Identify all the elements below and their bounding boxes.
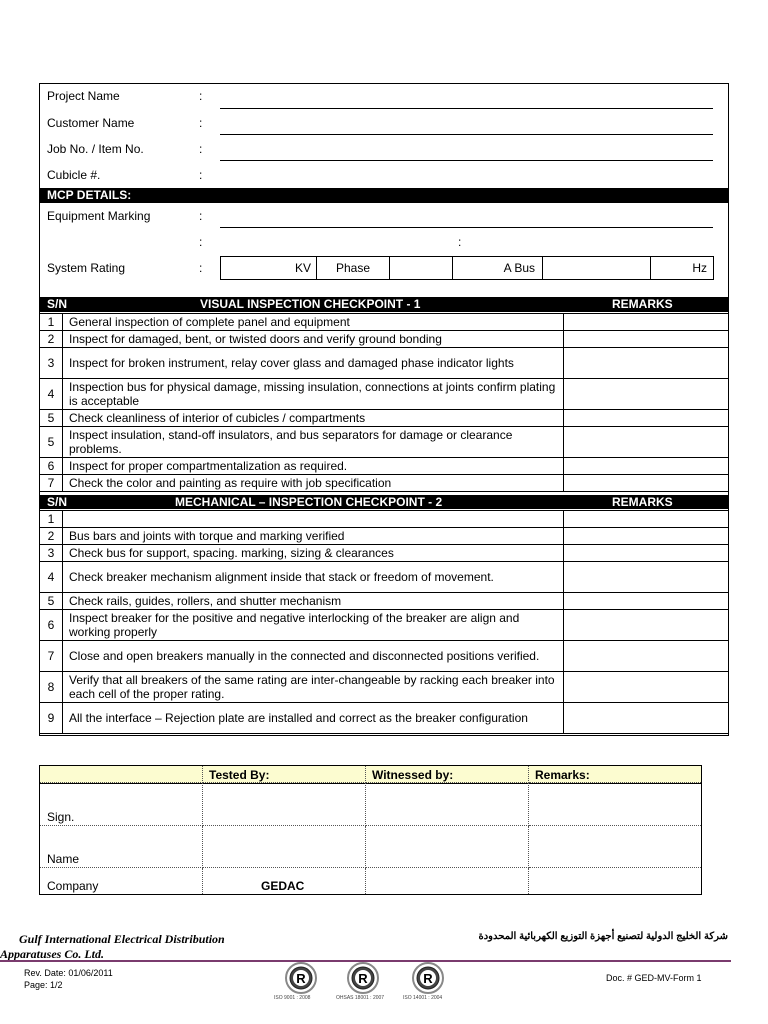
mechanical-inspection-bar: S/N MECHANICAL – INSPECTION CHECKPOINT - 2 REMARKS bbox=[40, 495, 728, 509]
sign-label: Sign. bbox=[47, 810, 75, 824]
table-row: 3 Inspect for broken instrument, relay cover glass and damaged phase indicator lights bbox=[40, 348, 728, 379]
iso-9001-caption: ISO 9001 : 2008 bbox=[274, 995, 311, 1001]
remarks-cell[interactable] bbox=[564, 528, 729, 545]
page-number: Page: 1/2 bbox=[24, 980, 63, 990]
company-label: Company bbox=[47, 879, 99, 893]
equipment-marking-label: Equipment Marking bbox=[47, 209, 151, 223]
tested-by-header: Tested By: bbox=[203, 766, 366, 783]
mechanical-inspection-table bbox=[40, 510, 728, 734]
revision-info bbox=[24, 967, 113, 991]
company-name-en: Gulf International Electrical Distribution Apparatuses Co. Ltd. bbox=[0, 932, 225, 961]
a-bus-cell[interactable]: A Bus bbox=[453, 257, 543, 279]
table-row: 4 Inspection bus for physical damage, missing insulation, connections at joints confirm plating is acceptable bbox=[40, 379, 728, 410]
remarks-cell[interactable] bbox=[564, 458, 729, 475]
remarks-sign-cell[interactable] bbox=[529, 783, 701, 826]
mcp-details-bar bbox=[40, 188, 728, 203]
witnessed-by-sign-cell[interactable] bbox=[366, 783, 529, 826]
remarks-cell[interactable] bbox=[564, 641, 729, 672]
bus-value-cell[interactable] bbox=[543, 257, 651, 279]
table-row: 6 Inspect breaker for the positive and negative interlocking of the breaker are align and working properly bbox=[40, 610, 728, 641]
table-row: 7 Close and open breakers manually in the connected and disconnected positions verified. bbox=[40, 641, 728, 672]
certification-seal-icon bbox=[410, 962, 446, 994]
company-name-ar: شركة الخليج الدولية لتصنيع أجهزة التوزيع الكهربائية المحدودة bbox=[478, 931, 728, 942]
customer-name-field[interactable] bbox=[220, 134, 713, 135]
remarks-cell[interactable] bbox=[564, 314, 729, 331]
signoff-table bbox=[39, 765, 702, 895]
ohsas-18001-caption: OHSAS 18001 : 2007 bbox=[336, 995, 385, 1001]
phase-label-cell: Phase bbox=[317, 257, 390, 279]
svg-text:R: R bbox=[296, 971, 306, 986]
remarks-cell[interactable] bbox=[564, 511, 729, 528]
table-row: 9 All the interface – Rejection plate are installed and correct as the breaker configuration bbox=[40, 703, 728, 734]
svg-text:R: R bbox=[358, 971, 368, 986]
remarks-cell[interactable] bbox=[564, 348, 729, 379]
remarks-cell[interactable] bbox=[564, 703, 729, 734]
remarks-cell[interactable] bbox=[564, 410, 729, 427]
table-row: 4 Check breaker mechanism alignment inside that stack or freedom of movement. bbox=[40, 562, 728, 593]
rev-date: Rev. Date: 01/06/2011 bbox=[24, 968, 113, 978]
table-row: 6 Inspect for proper compartmentalization as required. bbox=[40, 458, 728, 475]
hz-cell[interactable]: Hz bbox=[692, 261, 707, 275]
remarks-name-cell[interactable] bbox=[529, 826, 701, 868]
iso-14001-logo bbox=[410, 962, 446, 999]
visual-inspection-table bbox=[40, 313, 728, 492]
ohsas-18001-logo bbox=[345, 962, 381, 999]
table-row: 2 Bus bars and joints with torque and marking verified bbox=[40, 528, 728, 545]
witnessed-by-company-cell[interactable] bbox=[366, 868, 529, 894]
remarks-cell[interactable] bbox=[564, 475, 729, 492]
tested-by-name-cell[interactable] bbox=[203, 826, 366, 868]
table-row: 5 Check rails, guides, rollers, and shutter mechanism bbox=[40, 593, 728, 610]
iso-14001-caption: ISO 14001 : 2004 bbox=[403, 995, 443, 1001]
witnessed-by-name-cell[interactable] bbox=[366, 826, 529, 868]
visual-inspection-title: VISUAL INSPECTION CHECKPOINT - 1 bbox=[200, 297, 421, 311]
remarks-header: Remarks: bbox=[529, 766, 701, 783]
visual-inspection-bar: S/N VISUAL INSPECTION CHECKPOINT - 1 REMARKS bbox=[40, 297, 728, 312]
customer-name-label: Customer Name bbox=[47, 116, 135, 130]
remarks-cell[interactable] bbox=[564, 379, 729, 410]
name-label: Name bbox=[47, 852, 80, 866]
remarks-cell[interactable] bbox=[564, 427, 729, 458]
phase-value-cell[interactable] bbox=[390, 257, 453, 279]
system-rating-grid bbox=[220, 256, 714, 280]
project-name-field[interactable] bbox=[220, 108, 713, 109]
svg-text:R: R bbox=[423, 971, 433, 986]
table-row: 8 Verify that all breakers of the same rating are inter-changeable by racking each breaker into each cell of the proper rating. bbox=[40, 672, 728, 703]
remarks-cell[interactable] bbox=[564, 672, 729, 703]
inspection-form: Project Name : Customer Name : Job No. / Item No. : Cubicle #. : MCP DETAILS: Equipment Marking : : : System Rating : KV Phase A Bus Hz S/N VISUAL INSPECTION CHECKPOINT - 1 REMARKS 1 General inspection of complete panel and equipment 2 Inspect for damaged, bent, or twisted doors and verify ground bonding 3 Inspect for broken instrument, relay cover glass and damaged phase indicator lights 4 Inspection bus for physical damage, missing insulation, connections at joints confirm plating is acceptable 5 Check cleanliness of interior of cubicles / compartments 5 Inspect insulation, stand-off insulators, and bus separators for damage or clearance problems. 6 Inspect for proper compartmentalization as required. 7 Check the color and painting as require with job specification S/N MECHANICAL – INSPECTION CHECKPOINT - 2 REMARKS 1 2 Bus bars and joints with torque and marking verified 3 Check bus for support, spacing. marking, sizing & clearances 4 Check breaker mechanism alignment inside that stack or freedom of movement. 5 Check rails, guides, rollers, and shutter mechanism 6 Inspect breaker for the positive and negative interlocking of the breaker are align and working properly 7 Close and open breakers manually in the connected and disconnected positions verified. 8 Verify that all breakers of the same rating are inter-changeable by racking each breaker into each cell of the proper rating. 9 All the interface – Rejection plate are installed and correct as the breaker configuration bbox=[39, 83, 729, 736]
table-row: 7 Check the color and painting as require with job specification bbox=[40, 475, 728, 492]
remarks-company-cell[interactable] bbox=[529, 868, 701, 894]
iso-9001-logo bbox=[283, 962, 319, 999]
kv-cell[interactable]: KV bbox=[221, 257, 317, 279]
project-name-label: Project Name bbox=[47, 89, 120, 103]
tested-by-company-cell[interactable] bbox=[203, 868, 366, 894]
table-row: 5 Inspect insulation, stand-off insulators, and bus separators for damage or clearance problems. bbox=[40, 427, 728, 458]
witnessed-by-header: Witnessed by: bbox=[366, 766, 529, 783]
company-value: GEDAC bbox=[261, 879, 305, 893]
remarks-cell[interactable] bbox=[564, 562, 729, 593]
table-row: 5 Check cleanliness of interior of cubicles / compartments bbox=[40, 410, 728, 427]
system-rating-label: System Rating bbox=[47, 261, 126, 275]
equipment-marking-field[interactable] bbox=[220, 227, 713, 228]
job-no-field[interactable] bbox=[220, 160, 713, 161]
remarks-cell[interactable] bbox=[564, 610, 729, 641]
remarks-cell[interactable] bbox=[564, 545, 729, 562]
table-row: 3 Check bus for support, spacing. marking, sizing & clearances bbox=[40, 545, 728, 562]
table-row: 2 Inspect for damaged, bent, or twisted doors and verify ground bonding bbox=[40, 331, 728, 348]
table-row: 1 bbox=[40, 511, 728, 528]
remarks-cell[interactable] bbox=[564, 331, 729, 348]
table-row: 1 General inspection of complete panel and equipment bbox=[40, 314, 728, 331]
mcp-details-title: MCP DETAILS: bbox=[47, 188, 132, 202]
remarks-cell[interactable] bbox=[564, 593, 729, 610]
cubicle-label: Cubicle #. bbox=[47, 168, 101, 182]
mechanical-inspection-title: MECHANICAL – INSPECTION CHECKPOINT - 2 bbox=[175, 495, 443, 509]
tested-by-sign-cell[interactable] bbox=[203, 783, 366, 826]
job-no-label: Job No. / Item No. bbox=[47, 142, 144, 156]
doc-number: Doc. # GED-MV-Form 1 bbox=[606, 973, 702, 983]
certification-seal-icon bbox=[283, 962, 319, 994]
certification-seal-icon bbox=[345, 962, 381, 994]
